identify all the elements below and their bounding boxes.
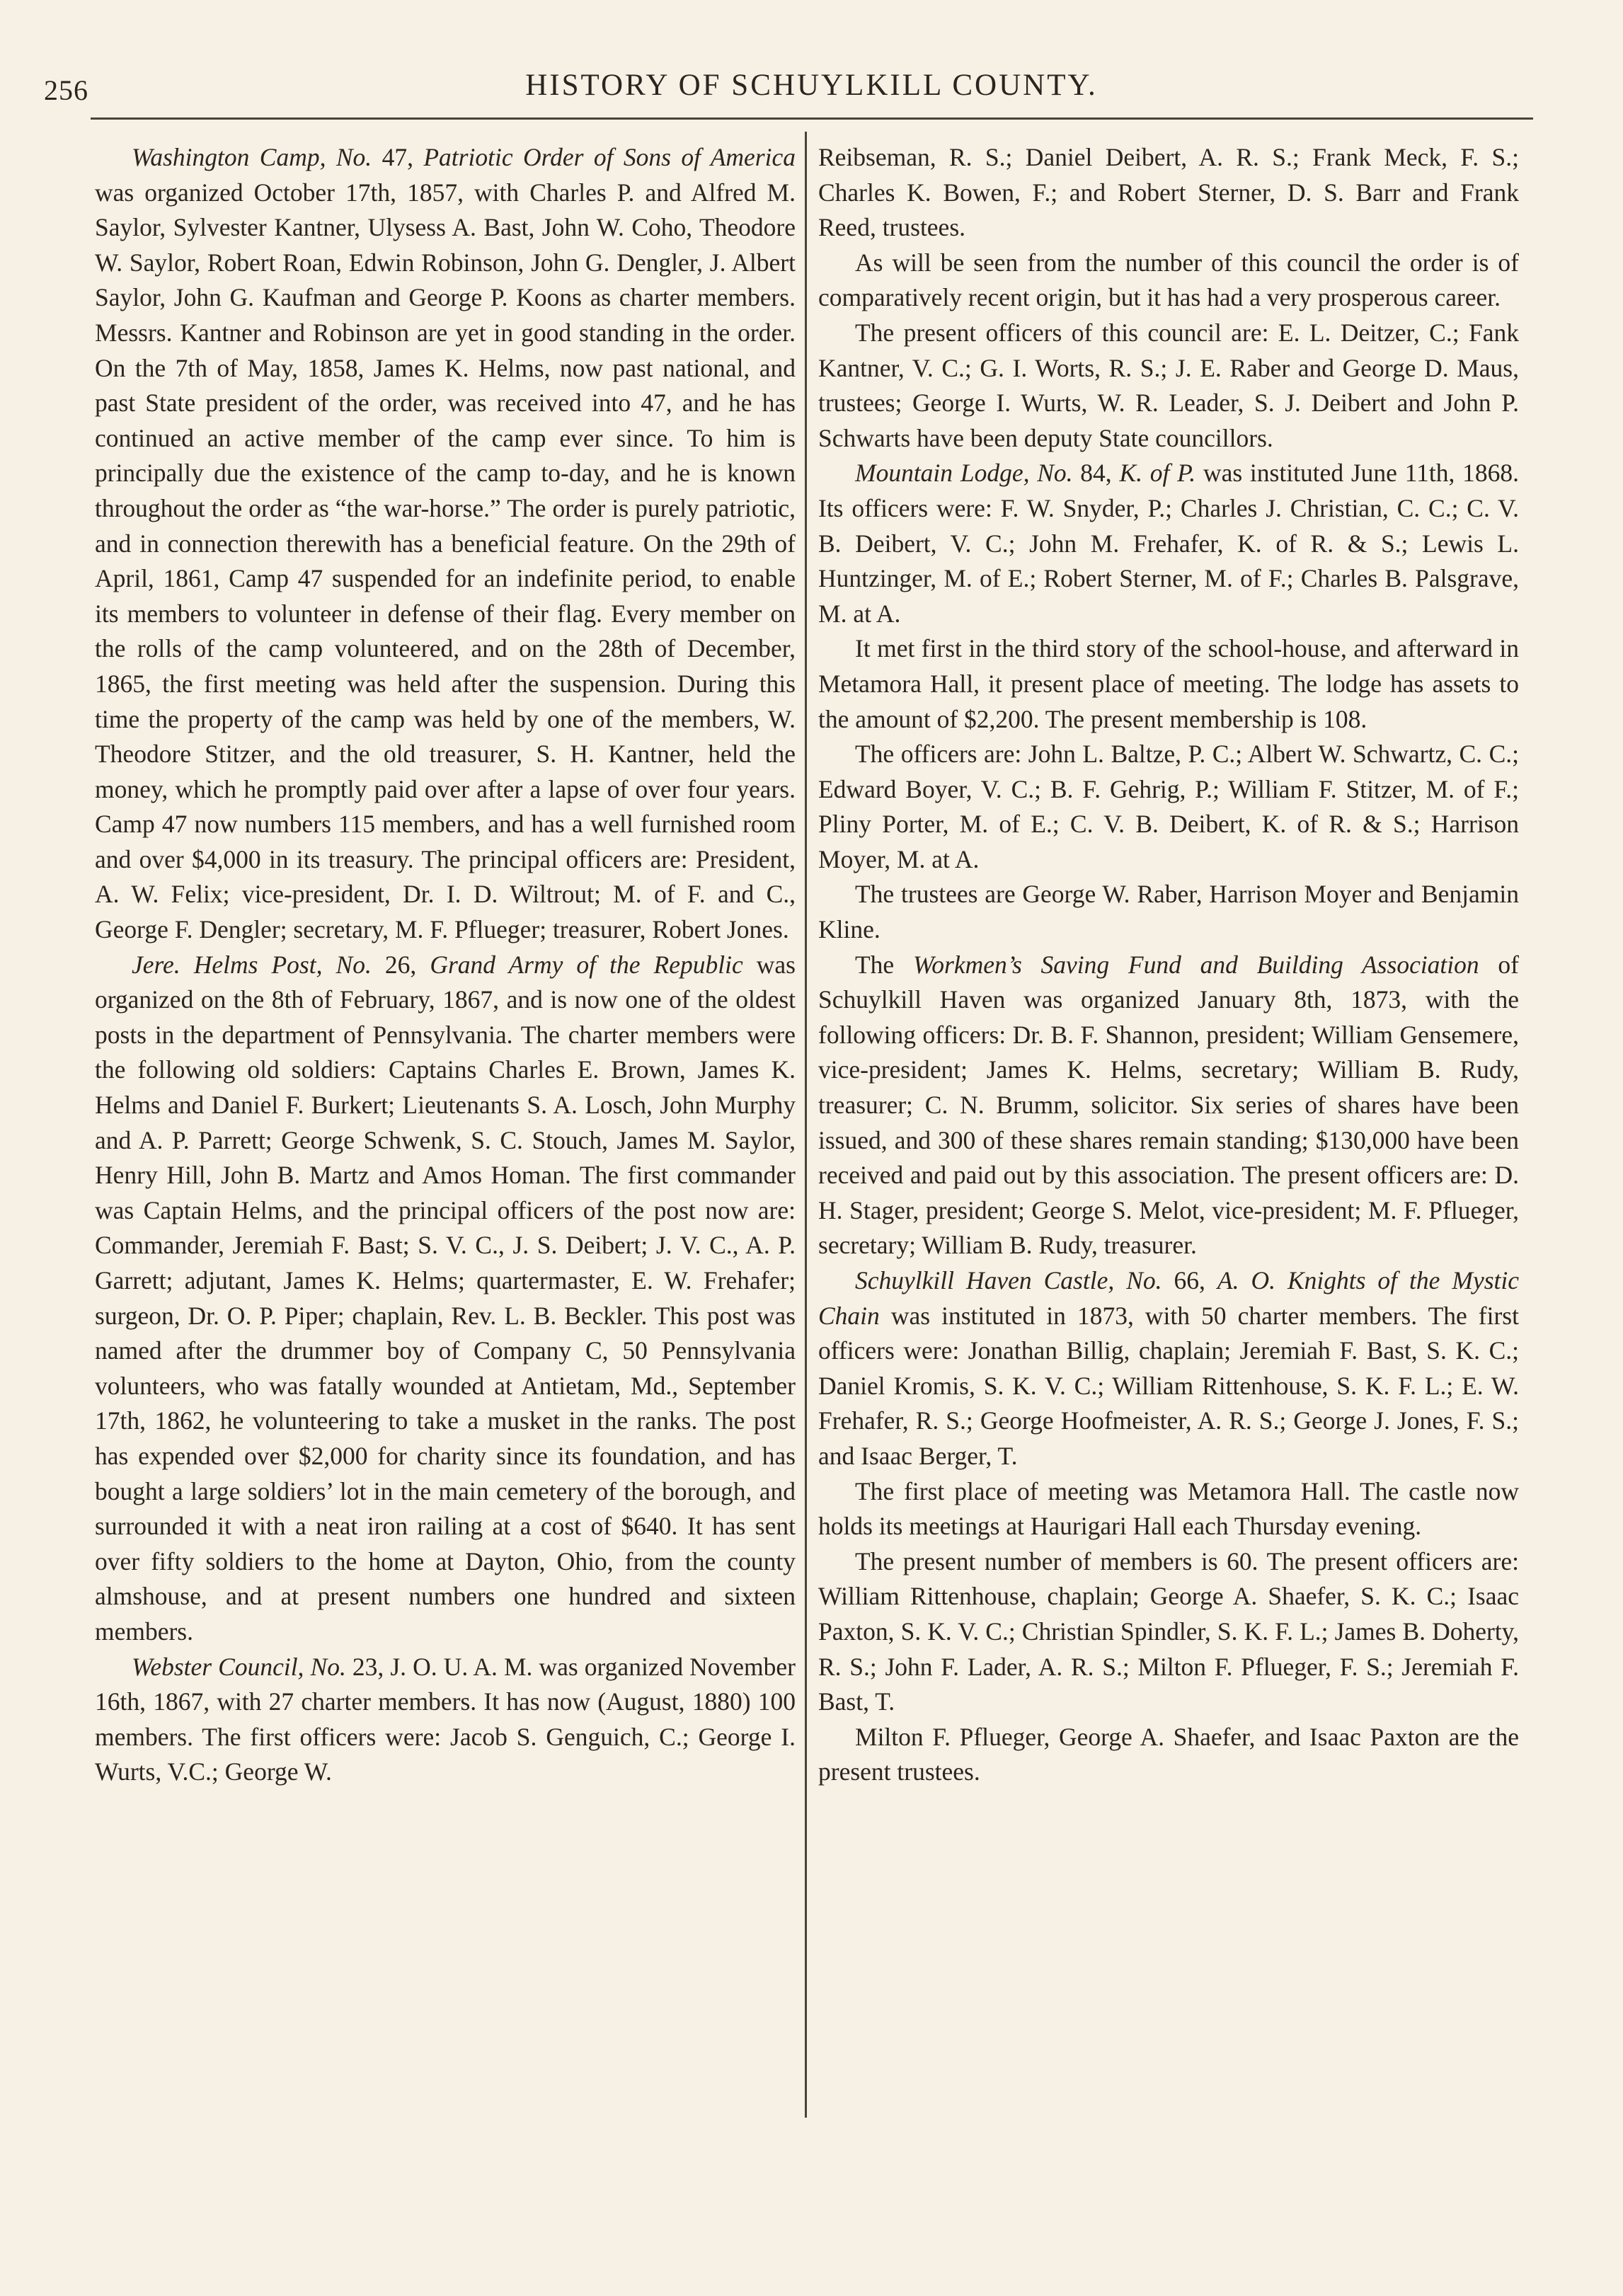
paragraph-washington-camp: Washington Camp, No. 47, Patriotic Order of Sons of America was organized October 17th, 1857, with Charles P. and Alfred M. Saylor, Sylvester Kantner, Ulysess A. Bast, John W. Coho, Theodore W. Saylor, Robert Roan, Edwin Robinson, John G. Dengler, J. Albert Saylor, John G. Kaufman and George P. Koons as charter members. Messrs. Kantner and Robinson are yet in good standing in the order. On the 7th of May, 1858, James K. Helms, now past national, and past State president of the order, was received into 47, and he has continued an active member of the camp ever since. To him is principally due the existence of the camp to-day, and he is known throughout the order as “the war-horse.” The order is purely patriotic, and in connection therewith has a beneficial feature. On the 29th of April, 1861, Camp 47 suspended for an indefinite period, to enable its members to volunteer in defense of their flag. Every member on the rolls of the camp volunteered, and on the 28th of December, 1865, the first meeting was held after the suspension. During this time the property of the camp was held by one of the members, W. Theodore Stitzer, and the old treasurer, S. H. Kantner, held the money, which he promptly paid over after a lapse of over four years. Camp 47 now numbers 115 members, and has a well furnished room and over $4,000 in its treasury. The principal officers are: President, A. W. Felix; vice-president, Dr. I. D. Wiltrout; M. of F. and C., George F. Dengler; secretary, M. F. Pflueger; treasurer, Robert Jones. (95, 143, 796, 944)
paragraph-council-origin: As will be seen from the number of this council the order is of comparatively recent origin, but it has had a very prosperous career. (818, 248, 1519, 312)
paragraph-lodge-meeting: It met first in the third story of the school-house, and afterward in Metamora Hall, it present place of meeting. The lodge has assets to the amount of $2,200. The present membership is 108. (818, 634, 1519, 733)
paragraph-webster-council: Webster Council, No. 23, J. O. U. A. M. was organized November 16th, 1867, with 27 charter members. It has now (August, 1880) 100 members. The first officers were: Jacob S. Genguich, C.; George I. Wurts, V.C.; George W. (95, 1652, 796, 1786)
left-column (95, 140, 796, 1790)
page-number: 256 (44, 74, 88, 106)
paragraph-jere-helms-post: Jere. Helms Post, No. 26, Grand Army of the Republic was organized on the 8th of February, 1867, and is now one of the oldest posts in the department of Pennsylvania. The charter members were the following old soldiers: Captains Charles E. Brown, James K. Helms and Daniel F. Burkert; Lieutenants S. A. Losch, John Murphy and A. P. Parrett; George Schwenk, S. C. Stouch, James M. Saylor, Henry Hill, John B. Martz and Amos Homan. The first commander was Captain Helms, and the principal officers of the post now are: Commander, Jeremiah F. Bast; S. V. C., J. S. Deibert; J. V. C., A. P. Garrett; adjutant, James K. Helms; quartermaster, E. W. Frehafer; surgeon, Dr. O. P. Piper; chaplain, Rev. L. B. Beckler. This post was named after the drummer boy of Company C, 50 Pennsylvania volunteers, who was fatally wounded at Antietam, Md., September 17th, 1862, he volunteering to take a musket in the ranks. The post has expended over $2,000 for charity since its foundation, and has bought a large soldiers’ lot in the main cemetery of the borough, and surrounded it with a neat iron railing at a cost of $640. It has sent over fifty soldiers to the home at Dayton, Ohio, from the county almshouse, and at present numbers one hundred and sixteen members. (95, 950, 796, 1646)
paragraph-castle-trustees: Milton F. Pflueger, George A. Shaefer, and Isaac Paxton are the present trustees. (818, 1722, 1519, 1786)
running-head: HISTORY OF SCHUYLKILL COUNTY. (525, 69, 1098, 102)
paragraph-mountain-lodge: Mountain Lodge, No. 84, K. of P. was instituted June 11th, 1868. Its officers were: F. W. Snyder, P.; Charles J. Christian, C. C.; C. V. B. Deibert, V. C.; John M. Frehafer, K. of R. & S.; Lewis L. Huntzinger, M. of E.; Robert Sterner, M. of F.; Charles B. Palsgrave, M. at A. (818, 459, 1520, 628)
paragraph-council-officers-cont: Reibseman, R. S.; Daniel Deibert, A. R. S.; Frank Meck, F. S.; Charles K. Bowen, F.; and Robert Sterner, D. S. Barr and Frank Reed, trustees. (818, 143, 1519, 242)
paragraph-castle-members: The present number of members is 60. The present officers are: William Rittenhouse, chaplain; George A. Shaefer, S. K. C.; Isaac Paxton, S. K. V. C.; Christian Spindler, S. K. F. L.; James B. Doherty, R. S.; John F. Lader, A. R. S.; Milton F. Pflueger, F. S.; Jeremiah F. Bast, T. (818, 1546, 1519, 1716)
right-column (818, 140, 1519, 1790)
header-rule (91, 117, 1533, 120)
paragraph-lodge-officers: The officers are: John L. Baltze, P. C.; Albert W. Schwartz, C. C.; Edward Boyer, V. C.; B. F. Gehrig, P.; William F. Stitzer, M. of F.; Pliny Porter, M. of E.; C. V. B. Deibert, K. of R. & S.; Harrison Moyer, M. at A. (818, 740, 1519, 873)
paragraph-council-present-officers: The present officers of this council are: E. L. Deitzer, C.; Fank Kantner, V. C.; G. I. Worts, R. S.; J. E. Raber and George D. Maus, trustees; George I. Wurts, W. R. Leader, S. J. Deibert and John P. Schwarts have been deputy State councillors. (818, 318, 1519, 452)
paragraph-lodge-trustees: The trustees are George W. Raber, Harrison Moyer and Benjamin Kline. (818, 880, 1519, 944)
paragraph-castle-meeting: The first place of meeting was Metamora Hall. The castle now holds its meetings at Haurigari Hall each Thursday evening. (818, 1476, 1519, 1541)
column-divider (805, 132, 807, 2118)
paragraph-workmens-association: The Workmen’s Saving Fund and Building Association of Schuylkill Haven was organized January 8th, 1873, with the following officers: Dr. B. F. Shannon, president; William Gensemere, vice-president; James K. Helms, secretary; William B. Rudy, treasurer; C. N. Brumm, solicitor. Six series of shares have been issued, and 300 of these shares remain standing; $130,000 have been received and paid out by this association. The present officers are: D. H. Stager, president; George S. Melot, vice-president; M. F. Pflueger, secretary; William B. Rudy, treasurer. (818, 950, 1519, 1260)
paragraph-haven-castle: Schuylkill Haven Castle, No. 66, A. O. Knights of the Mystic Chain was instituted in 1873, with 50 charter members. The first officers were: Jonathan Billig, chaplain; Jeremiah F. Bast, S. K. C.; Daniel Kromis, S. K. V. C.; William Rittenhouse, S. K. F. L.; E. W. Frehafer, R. S.; George Hoofmeister, A. R. S.; George J. Jones, F. S.; and Isaac Berger, T. (818, 1266, 1520, 1470)
